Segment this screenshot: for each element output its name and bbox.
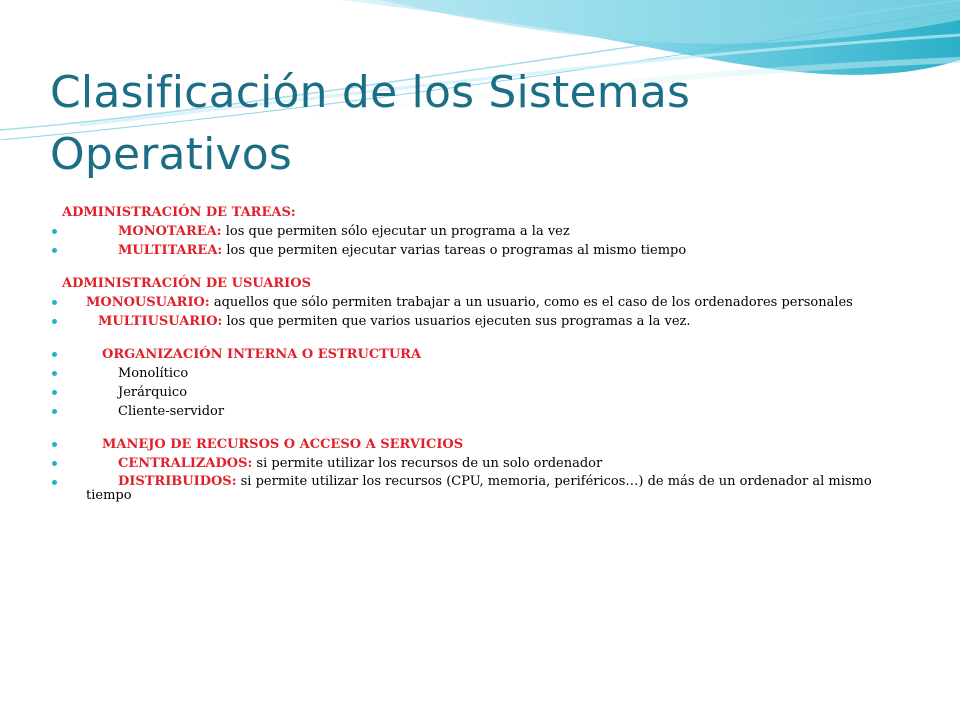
section-heading-usuarios: ADMINISTRACIÓN DE USUARIOS bbox=[62, 276, 311, 291]
term: MULTIUSUARIO: bbox=[98, 314, 223, 329]
list-item: Monolítico bbox=[62, 366, 912, 381]
section-heading-estructura bbox=[62, 347, 912, 362]
definition: si permite utilizar los recursos de un solo ordenador bbox=[252, 456, 603, 471]
term: DISTRIBUIDOS: bbox=[118, 474, 237, 489]
section-heading-text: ORGANIZACIÓN INTERNA O ESTRUCTURA bbox=[102, 347, 422, 362]
term: CENTRALIZADOS: bbox=[118, 456, 253, 471]
list-item bbox=[62, 475, 912, 503]
title-line-1: Clasificación de los Sistemas bbox=[50, 67, 691, 118]
list-item bbox=[62, 224, 912, 239]
definition: si permite utilizar los recursos (CPU, memoria, periféricos…) de más de un ordenador al mismo tiempo bbox=[86, 474, 872, 503]
list-item bbox=[62, 295, 912, 310]
section-heading-recursos bbox=[62, 437, 912, 452]
term: MULTITAREA: bbox=[118, 243, 223, 258]
definition: aquellos que sólo permiten trabajar a un usuario, como es el caso de los ordenadores personales bbox=[209, 295, 853, 310]
list-item bbox=[62, 456, 912, 471]
definition: los que permiten ejecutar varias tareas o programas al mismo tiempo bbox=[222, 243, 687, 258]
term: MONOUSUARIO: bbox=[86, 295, 210, 310]
section-heading-text: MANEJO DE RECURSOS O ACCESO A SERVICIOS bbox=[102, 437, 464, 452]
definition: los que permiten que varios usuarios ejecuten sus programas a la vez. bbox=[222, 314, 691, 329]
list-item bbox=[62, 243, 912, 258]
slide-title bbox=[50, 62, 910, 186]
slide-content bbox=[62, 205, 912, 507]
term: MONOTAREA: bbox=[118, 224, 222, 239]
section-heading-tareas: ADMINISTRACIÓN DE TAREAS: bbox=[62, 205, 296, 220]
list-item: Jerárquico bbox=[62, 385, 912, 400]
definition: los que permiten sólo ejecutar un programa a la vez bbox=[221, 224, 570, 239]
list-item: Cliente-servidor bbox=[62, 404, 912, 419]
list-item bbox=[62, 314, 912, 329]
title-line-2: Operativos bbox=[50, 129, 293, 180]
